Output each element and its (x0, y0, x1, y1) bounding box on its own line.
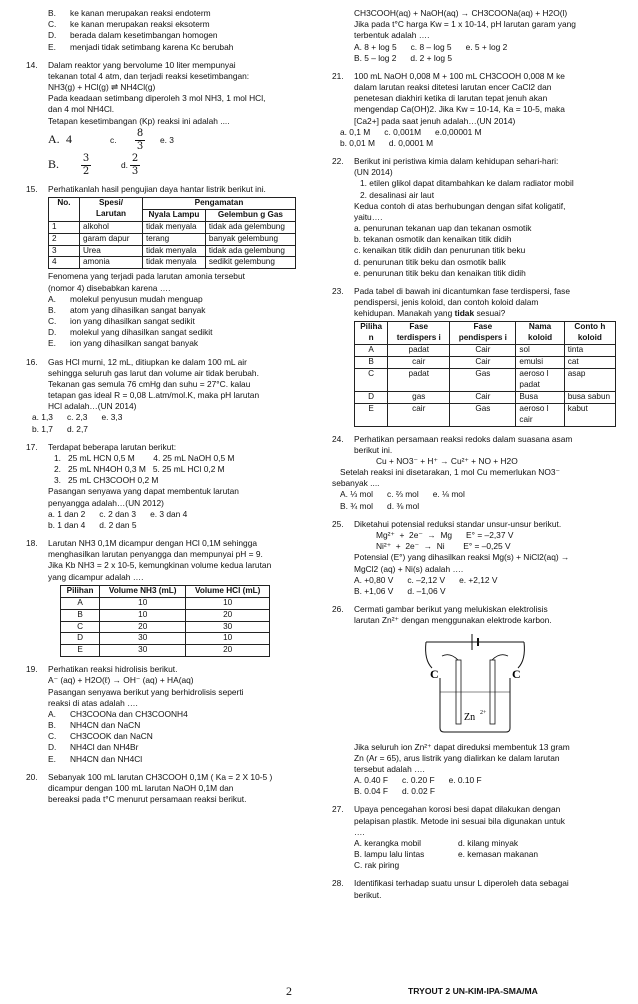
option-d[interactable]: d. (121, 159, 128, 170)
question-number: 21. (332, 70, 344, 81)
answer-row (26, 424, 318, 435)
answer-row (332, 127, 620, 138)
option[interactable]: e. 3 dan 4 (150, 508, 188, 519)
right-electrode-label: C (512, 667, 521, 682)
option[interactable]: A. CH3COONa dan CH3COONH4 (48, 708, 188, 719)
option[interactable]: c. ⅔ mol (387, 489, 419, 500)
left-column (26, 8, 318, 812)
question-number: 19. (26, 664, 38, 675)
question-15: 15. Perhatikanlah hasil pengujian daya hantar listrik berikut ini. No. Spesi/ Larutan Pengamatan Nyala Lampu Gelembun g Gas 1 alkohol tidak menyala tidak ada gelembung 2 garam dapur terang banyak gelembung 3 Urea tidak menyala tidak ada gelembung 4 amonia tidak menyala sedikit gelembung Fenomena yang terjadi pada larutan amonia tersebut (nomor 4) disebabkan karena …. A. molekul penyusun mudah menguap B. atom yang dihasilkan sangat banyak C. ion yang dihasilkan sangat sedikit D. molekul yang dihasilkan sangat sedikit E. ion yang dihasilkan sangat banyak (26, 184, 318, 350)
question-number: 24. (332, 433, 344, 444)
question-27: 27. Upaya pencegahan korosi besi dapat dilakukan dengan pelapisan plastik. Metode ini sesuai bila digunakan untuk …. A. kerangka mobil d. kilang minyak B. lampu lalu lintas e. kemasan makanan C. rak piring (332, 804, 620, 871)
option[interactable]: D. NH4Cl dan NH4Br (48, 742, 139, 753)
option[interactable]: E. menjadi tidak setimbang karena Kc berubah (48, 41, 234, 52)
table-row[interactable]: B cair Cair emulsi cat (355, 357, 616, 369)
answer-row (48, 509, 318, 520)
option[interactable]: e. penurunan titik beku dan kenaikan titik didih (354, 267, 526, 278)
option[interactable]: C. rak piring (354, 860, 400, 871)
option-c[interactable]: c. (110, 134, 117, 145)
question-20: 20. Sebanyak 100 mL larutan CH3COOH 0,1M ( Ka = 2 X 10-5 ) dicampur dengan 100 mL larutan NaOH 0,1M dan bereaksi pada t°C menurut persamaan reaksi berikut. (26, 771, 273, 805)
table-row[interactable]: C padat Gas aeroso l padat asap (355, 369, 616, 392)
option[interactable]: B. atom yang dihasilkan sangat banyak (48, 304, 206, 315)
ion-label: Zn (464, 712, 476, 724)
option[interactable]: c. 0.20 F (401, 775, 435, 786)
option[interactable]: A. molekul penyusun mudah menguap (48, 293, 203, 304)
answer-row (26, 412, 318, 423)
answer-row (354, 53, 620, 64)
option[interactable]: e. +2,12 V (459, 574, 498, 585)
question-25: 25. Diketahui potensial reduksi standar unsur-unsur berikut. Mg²⁺ + 2e⁻ → Mg E° = –2,37 V Ni²⁺ + 2e⁻ → Ni E° = –0,25 V Potensial (E°) yang dihasilkan reaksi Mg(s) + NiCl2(aq) → MgCl2 (aq) + Ni(s) adalah …. A. +0,80 V c. –2,12 V e. +2,12 V B. +1,06 V d. –1,06 V (332, 519, 620, 597)
question-number: 16. (26, 356, 38, 367)
question-number: 28. (332, 878, 344, 889)
answer-row (354, 586, 620, 597)
option[interactable]: B. 5 – log 2 (354, 52, 397, 63)
option[interactable]: a. penurunan tekanan uap dan tekanan osmotik (354, 223, 532, 234)
table-row: 4 amonia tidak menyala sedikit gelembung (49, 257, 296, 269)
footer-title: TRYOUT 2 UN-KIM-IPA-SMA/MA (408, 986, 538, 996)
option[interactable]: B. NH4CN dan NaCN (48, 720, 141, 731)
option[interactable]: e. 3,3 (101, 412, 123, 423)
option[interactable]: e. kemasan makanan (458, 849, 539, 860)
equation: NH3(g) + HCl(g) ⇌ NH4Cl(g) (48, 82, 156, 93)
question-22: 22. Berikut ini peristiwa kimia dalam kehidupan sehari-hari: (UN 2014) 1. etilen glikol dapat ditambahkan ke dalam radiator mobil 2. desalinasi air laut Kedua contoh di atas berhubungan dengan sifat koligatif, yaitu…. a. penurunan tekanan uap dan tekanan osmotik b. tekanan osmotik dan kenaikan titik didih c. kenaikan titik didih dan penurunan titik beku d. penurunan titik beku dan osmotik balik e. penurunan titik beku dan kenaikan titik didih (332, 156, 620, 279)
option[interactable]: A. +0,80 V (354, 574, 394, 585)
answer-row (354, 849, 620, 860)
option[interactable]: a. 1 dan 2 (48, 508, 86, 519)
option[interactable]: b. tekanan osmotik dan kenaikan titik didih (354, 234, 512, 245)
option[interactable]: a. 0,1 M (340, 126, 371, 137)
colloid-table: Piliha n Fase terdispers i Fase pendispers i Nama koloid Conto h koloid A padat Cair sol tinta B cair Cair emulsi cat C padat Gas aeroso l padat asap D gas Cair Busa busa sabun E cair Gas aeroso l cair kabut (354, 321, 616, 426)
option[interactable]: A. 8 + log 5 (354, 41, 397, 52)
answer-row (354, 838, 620, 849)
table-row: 1 alkohol tidak menyala tidak ada gelembung (49, 221, 296, 233)
option[interactable]: E. ion yang dihasilkan sangat banyak (48, 338, 199, 349)
page-number: 2 (286, 984, 292, 998)
table-row[interactable]: D gas Cair Busa busa sabun (355, 391, 616, 403)
table-row[interactable]: E cair Gas aeroso l cair kabut (355, 403, 616, 426)
question-number: 23. (332, 285, 344, 296)
table-row[interactable]: D 30 10 (61, 633, 270, 645)
option[interactable]: e. ⅛ mol (432, 489, 465, 500)
option[interactable]: d. 0,0001 M (388, 137, 434, 148)
question-28: 28. Identifikasi terhadap suatu unsur L diperoleh data sebagai berikut. (332, 878, 569, 900)
option[interactable]: e.0,00001 M (435, 126, 482, 137)
option-e[interactable]: e. 3 (160, 134, 174, 145)
option[interactable]: c. kenaikan titik didih dan penurunan titik beku (354, 245, 526, 256)
question-number: 15. (26, 183, 38, 194)
left-electrode-label: C (430, 667, 439, 682)
right-column (332, 8, 620, 908)
question-number: 22. (332, 156, 344, 167)
conductivity-table: No. Spesi/ Larutan Pengamatan Nyala Lampu Gelembun g Gas 1 alkohol tidak menyala tidak ada gelembung 2 garam dapur terang banyak gelembung 3 Urea tidak menyala tidak ada gelembung 4 amonia tidak menyala sedikit gelembung (48, 197, 296, 269)
question-20-continued: CH3COOH(aq) + NaOH(aq) → CH3COONa(aq) + H2O(l) Jika pada t°C harga Kw = 1 x 10-14, pH larutan garam yang terbentuk adalah …. A. 8 + log 5 c. 8 – log 5 e. 5 + log 2 B. 5 – log 2 d. 2 + log 5 (332, 8, 620, 64)
ion-charge: 2+ (480, 710, 487, 717)
option[interactable]: c. 8 – log 5 (410, 41, 452, 52)
option[interactable]: E. NH4CN dan NH4Cl (48, 753, 143, 764)
option[interactable]: e. 0.10 F (448, 775, 482, 786)
question-18: 18. Larutan NH3 0,1M dicampur dengan HCl 0,1M sehingga menghasilkan larutan penyangga dan mempunyai pH = 9. Jika Kb NH3 = 2 x 10-5, kemungkinan volume kedua larutan yang dicampur adalah …. Pilihan Volume NH3 (mL) Volume HCl (mL) A 10 10 B 10 20 C 20 30 D 30 10 E 30 20 (26, 538, 318, 657)
option[interactable]: d. penurunan titik beku dan osmotik balik (354, 256, 506, 267)
answer-row (354, 775, 620, 786)
option[interactable]: c. 2,3 (66, 412, 88, 423)
question-number: 25. (332, 518, 344, 529)
option[interactable]: c. 2 dan 3 (99, 508, 137, 519)
question-26: 26. Cermati gambar berikut yang melukiskan elektrolisis larutan Zn²⁺ dengan menggunakan elektrode karbon. C C Zn 2+ Jika seluruh ion Zn²⁺ dapat direduksi membentuk 13 gram Zn (Ar = 65), arus listrik yang dialirkan ke dalam larutan tersebut adalah …. A. 0.40 F c. 0.20 F e. 0.10 F B. 0.04 F d. 0.02 F (332, 604, 620, 797)
question-24: 24. Perhatikan persamaan reaksi redoks dalam suasana asam berikut ini. Cu + NO3⁻ + H⁺ → Cu²⁺ + NO + H2O Setelah reaksi ini disetarakan, 1 mol Cu memerlukan NO3⁻ sebanyak .... A. ⅓ mol c. ⅔ mol e. ⅛ mol B. ¾ mol d. ⅜ mol (332, 434, 620, 512)
table-row: 3 Urea tidak menyala tidak ada gelembung (49, 245, 296, 257)
answer-row-2 (48, 154, 318, 177)
option[interactable]: d. ⅜ mol (387, 500, 420, 511)
option[interactable]: d. 2 dan 5 (99, 519, 137, 530)
option[interactable]: C. CH3COOK dan NaCN (48, 731, 153, 742)
option[interactable]: B. lampu lalu lintas (354, 849, 425, 860)
option[interactable]: b. 1,7 (32, 423, 53, 434)
question-number: 14. (26, 59, 38, 70)
option[interactable]: A. kerangka mobil (354, 837, 422, 848)
answer-row (354, 860, 620, 871)
table-row: 2 garam dapur terang banyak gelembung (49, 233, 296, 245)
question-number: 17. (26, 441, 38, 452)
table-row[interactable]: A padat Cair sol tinta (355, 345, 616, 357)
electrolysis-diagram (420, 630, 620, 737)
option[interactable]: C. ke kanan merupakan reaksi eksoterm (48, 19, 210, 30)
answer-row (332, 138, 620, 149)
volume-table: Pilihan Volume NH3 (mL) Volume HCl (mL) A 10 10 B 10 20 C 20 30 D 30 10 E 30 20 (60, 585, 270, 657)
option-a[interactable]: A. (48, 132, 60, 147)
question-13-options (26, 8, 318, 53)
option[interactable]: A. ⅓ mol (340, 489, 374, 500)
option[interactable]: d. 0.02 F (401, 786, 436, 797)
option[interactable]: e. 5 + log 2 (465, 41, 508, 52)
question-number: 27. (332, 804, 344, 815)
question-16: 16. Gas HCl murni, 12 mL, ditiupkan ke dalam 100 mL air sehingga seluruh gas larut dan volume air tidak berubah. Tekanan gas semula 76 cmHg dan suhu = 27°C. kalau tetapan gas ideal R = 0,08 L.atm/mol.K, maka pH larutan HCl adalah…(UN 2014) a. 1,3 c. 2,3 e. 3,3 b. 1,7 d. 2,7 (26, 357, 318, 435)
answer-row-1: A. 4 c. $\frac{8}{3}$ e. 3 (48, 127, 174, 152)
option[interactable]: d. kilang minyak (458, 837, 519, 848)
answer-row (332, 489, 620, 500)
option[interactable]: A. 0.40 F (354, 775, 388, 786)
question-number: 20. (26, 771, 38, 782)
table-row[interactable]: C 20 30 (61, 621, 270, 633)
question-14: 14. Dalam reaktor yang bervolume 10 liter mempunyai tekanan total 4 atm, dan terjadi reaksi kesetimbangan: NH3(g) + HCl(g) ⇌ NH4Cl(g) Pada keadaan setimbang diperoleh 3 mol NH3, 1 mol HCl, dan 4 mol NH4Cl. Tetapan kesetimbangan (Kp) reaksi ini adalah .... A. 4 c. $\frac{8}{3}$ e. 3 B. $\frac{3}{2}$ d. $\frac{2}{3}$ (26, 60, 318, 177)
option[interactable]: c. 0,001M (384, 126, 422, 137)
option[interactable]: C. ion yang dihasilkan sangat sedikit (48, 316, 195, 327)
option[interactable]: D. berada dalam kesetimbangan homogen (48, 30, 218, 41)
option[interactable]: B. +1,06 V (354, 585, 394, 596)
table-row[interactable]: B 10 20 (61, 609, 270, 621)
answer-row (354, 786, 620, 797)
option[interactable]: B. ¾ mol (340, 500, 374, 511)
answer-row (354, 42, 620, 53)
question-21: 21. 100 mL NaOH 0,008 M + 100 mL CH3COOH 0,008 M ke dalam larutan reaksi ditetesi larutan encer CaCl2 dan penetesan diakhiri ketika di larutan tepat jenuh akan mengendap Ca(OH)2. Jika Kw = 10-14, Ka = 10-5, maka [Ca2+] pada saat jenuh adalah…(UN 2014) a. 0,1 M c. 0,001M e.0,00001 M b. 0,01 M d. 0,0001 M (332, 71, 620, 149)
option[interactable]: d. 2,7 (66, 423, 88, 434)
option[interactable]: B. 0.04 F (354, 786, 388, 797)
question-number: 18. (26, 538, 38, 549)
option[interactable]: D. molekul yang dihasilkan sangat sedikit (48, 327, 213, 338)
fraction: $\frac{2}{3}$ (131, 152, 139, 177)
option[interactable]: a. 1,3 (32, 412, 53, 423)
table-row[interactable]: E 30 20 (61, 645, 270, 657)
fraction: $\frac{3}{2}$ (82, 152, 90, 177)
answer-row (354, 575, 620, 586)
option-b[interactable]: B. (48, 157, 60, 172)
fraction: $\frac{8}{3}$ (136, 127, 144, 152)
option[interactable]: B. ke kanan merupakan reaksi endoterm (48, 8, 211, 18)
option[interactable]: c. –2,12 V (407, 574, 446, 585)
question-23: 23. Pada tabel di bawah ini dicantumkan fase terdispersi, fase pendispersi, jenis koloid, dan contoh koloid dalam kehidupan. Manakah yang tidak sesuai? Piliha n Fase terdispers i Fase pendispers i Nama koloid Conto h koloid A padat Cair sol tinta B cair Cair emulsi cat C padat Gas aeroso l padat asap D gas Cair Busa busa sabun E cair Gas aeroso l cair kabut (332, 286, 620, 427)
option[interactable]: b. 1 dan 4 (48, 519, 86, 530)
answer-row (332, 501, 620, 512)
question-17: 17. Terdapat beberapa larutan berikut: 1. 25 mL HCN 0,5 M 4. 25 mL NaOH 0,5 M 2. 25 mL NH4OH 0,3 M 5. 25 mL HCl 0,2 M 3. 25 mL CH3COOH 0,2 M Pasangan senyawa yang dapat membentuk larutan penyangga adalah…(UN 2012) a. 1 dan 2 c. 2 dan 3 e. 3 dan 4 b. 1 dan 4 d. 2 dan 5 (26, 442, 318, 531)
answer-row (48, 520, 318, 531)
question-19: 19. Perhatikan reaksi hidrolisis berikut. A⁻ (aq) + H2O(ℓ) → OH⁻ (aq) + HA(aq) Pasangan senyawa berikut yang berhidrolisis seperti reaksi di atas adalah …. A. CH3COONa dan CH3COONH4 B. NH4CN dan NaCN C. CH3COOK dan NaCN D. NH4Cl dan NH4Br E. NH4CN dan NH4Cl (26, 664, 318, 765)
electrolysis-cell-icon (420, 630, 530, 734)
option[interactable]: d. 2 + log 5 (410, 52, 453, 63)
option[interactable]: d. –1,06 V (407, 585, 446, 596)
table-row[interactable]: A 10 10 (61, 597, 270, 609)
option[interactable]: b. 0,01 M (340, 137, 375, 148)
question-number: 26. (332, 604, 344, 615)
